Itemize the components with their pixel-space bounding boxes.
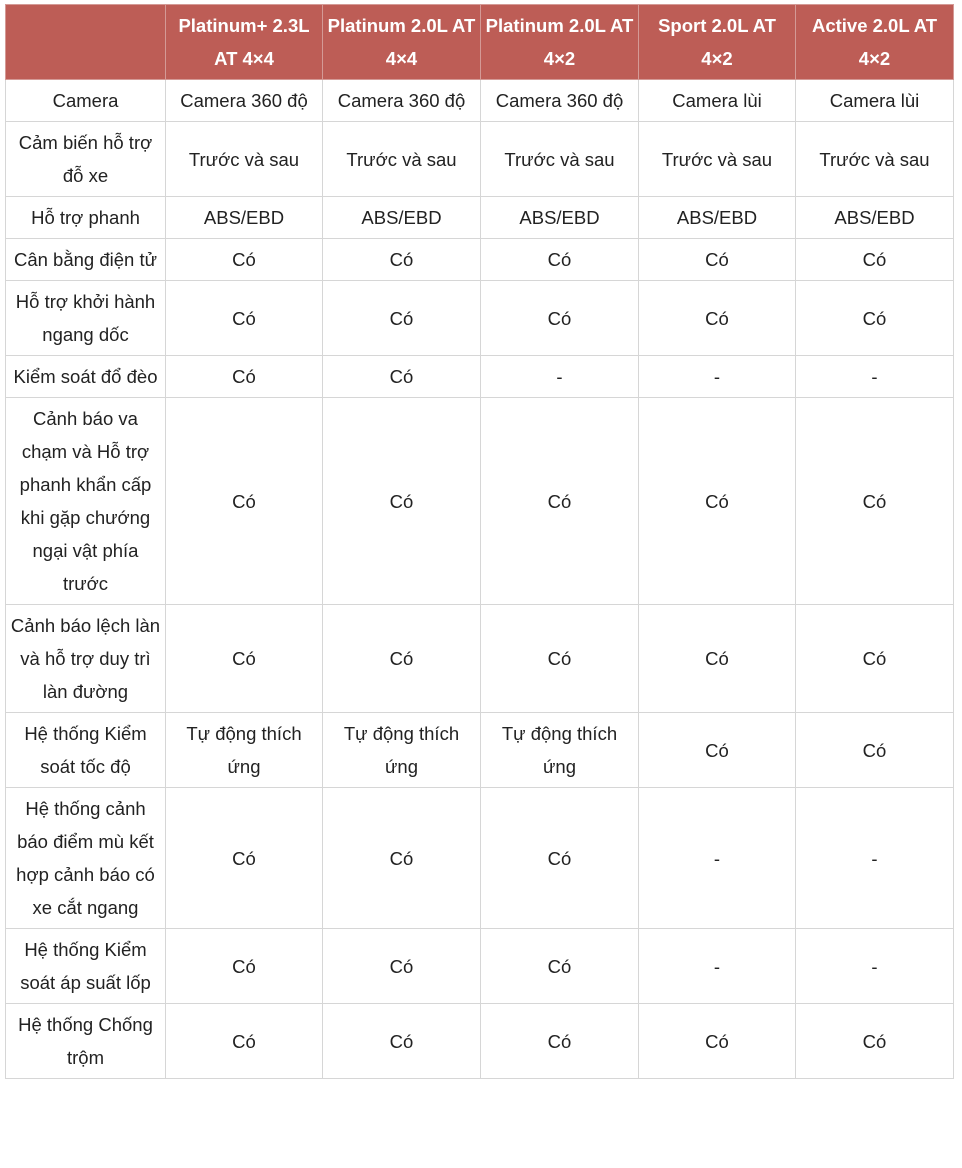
table-cell: Camera 360 độ: [166, 80, 323, 122]
table-cell: Có: [796, 239, 954, 281]
table-cell: -: [481, 356, 639, 398]
table-cell: Tự động thích ứng: [323, 713, 481, 788]
table-cell: Có: [639, 605, 796, 713]
row-label: Hệ thống Kiểm soát áp suất lốp: [6, 929, 166, 1004]
table-cell: Trước và sau: [166, 122, 323, 197]
table-cell: Có: [166, 605, 323, 713]
table-row: [6, 713, 954, 788]
column-header: Sport 2.0L AT 4×2: [639, 5, 796, 80]
row-label: Kiểm soát đổ đèo: [6, 356, 166, 398]
header-row: [6, 5, 954, 80]
table-row: [6, 788, 954, 929]
table-cell: Có: [323, 398, 481, 605]
table-row: [6, 281, 954, 356]
table-cell: Có: [639, 281, 796, 356]
table-cell: Có: [323, 929, 481, 1004]
table-cell: Có: [639, 713, 796, 788]
table-cell: Có: [166, 281, 323, 356]
table-cell: Có: [481, 281, 639, 356]
table-cell: Camera 360 độ: [323, 80, 481, 122]
table-row: [6, 197, 954, 239]
table-cell: -: [796, 788, 954, 929]
table-cell: Có: [323, 356, 481, 398]
table-cell: Có: [323, 605, 481, 713]
row-label: Cảm biến hỗ trợ đỗ xe: [6, 122, 166, 197]
table-cell: ABS/EBD: [796, 197, 954, 239]
table-cell: Có: [481, 239, 639, 281]
table-cell: Có: [323, 239, 481, 281]
table-cell: -: [639, 929, 796, 1004]
row-label: Camera: [6, 80, 166, 122]
table-cell: -: [639, 356, 796, 398]
table-cell: Có: [639, 1004, 796, 1079]
table-cell: ABS/EBD: [166, 197, 323, 239]
table-cell: Có: [166, 398, 323, 605]
table-cell: Có: [323, 788, 481, 929]
table-cell: Trước và sau: [796, 122, 954, 197]
table-cell: Tự động thích ứng: [481, 713, 639, 788]
table-cell: -: [639, 788, 796, 929]
table-cell: Có: [796, 1004, 954, 1079]
row-label: Hệ thống Kiểm soát tốc độ: [6, 713, 166, 788]
table-cell: Trước và sau: [639, 122, 796, 197]
table-row: [6, 122, 954, 197]
table-cell: Có: [481, 1004, 639, 1079]
table-row: [6, 605, 954, 713]
table-row: [6, 929, 954, 1004]
table-cell: Camera lùi: [639, 80, 796, 122]
table-cell: ABS/EBD: [323, 197, 481, 239]
table-cell: Camera lùi: [796, 80, 954, 122]
table-cell: Có: [323, 1004, 481, 1079]
table-cell: Có: [796, 281, 954, 356]
row-label: Cảnh báo va chạm và Hỗ trợ phanh khẩn cấp khi gặp chướng ngại vật phía trước: [6, 398, 166, 605]
table-cell: Có: [166, 239, 323, 281]
table-cell: Trước và sau: [481, 122, 639, 197]
table-row: [6, 80, 954, 122]
row-label: Hệ thống Chống trộm: [6, 1004, 166, 1079]
column-header: Platinum 2.0L AT 4×2: [481, 5, 639, 80]
table-row: [6, 398, 954, 605]
column-header: Platinum 2.0L AT 4×4: [323, 5, 481, 80]
spec-comparison-table: [5, 4, 954, 1079]
table-cell: Có: [481, 398, 639, 605]
table-cell: Trước và sau: [323, 122, 481, 197]
row-label: Cân bằng điện tử: [6, 239, 166, 281]
table-row: [6, 1004, 954, 1079]
table-cell: Có: [166, 788, 323, 929]
table-row: [6, 239, 954, 281]
table-cell: Có: [323, 281, 481, 356]
column-header: Platinum+ 2.3L AT 4×4: [166, 5, 323, 80]
table-cell: Có: [796, 713, 954, 788]
table-cell: Camera 360 độ: [481, 80, 639, 122]
table-cell: Có: [481, 605, 639, 713]
header-corner-cell: [6, 5, 166, 80]
table-row: [6, 356, 954, 398]
row-label: Hệ thống cảnh báo điểm mù kết hợp cảnh báo có xe cắt ngang: [6, 788, 166, 929]
table-cell: Có: [166, 1004, 323, 1079]
table-cell: ABS/EBD: [481, 197, 639, 239]
table-cell: ABS/EBD: [639, 197, 796, 239]
row-label: Cảnh báo lệch làn và hỗ trợ duy trì làn đường: [6, 605, 166, 713]
table-cell: Có: [796, 398, 954, 605]
table-cell: Có: [481, 788, 639, 929]
row-label: Hỗ trợ phanh: [6, 197, 166, 239]
table-cell: Tự động thích ứng: [166, 713, 323, 788]
table-cell: Có: [639, 398, 796, 605]
table-cell: Có: [166, 356, 323, 398]
table-cell: Có: [796, 605, 954, 713]
table-cell: Có: [481, 929, 639, 1004]
table-cell: Có: [166, 929, 323, 1004]
table-cell: -: [796, 929, 954, 1004]
column-header: Active 2.0L AT 4×2: [796, 5, 954, 80]
table-cell: Có: [639, 239, 796, 281]
row-label: Hỗ trợ khởi hành ngang dốc: [6, 281, 166, 356]
table-cell: -: [796, 356, 954, 398]
